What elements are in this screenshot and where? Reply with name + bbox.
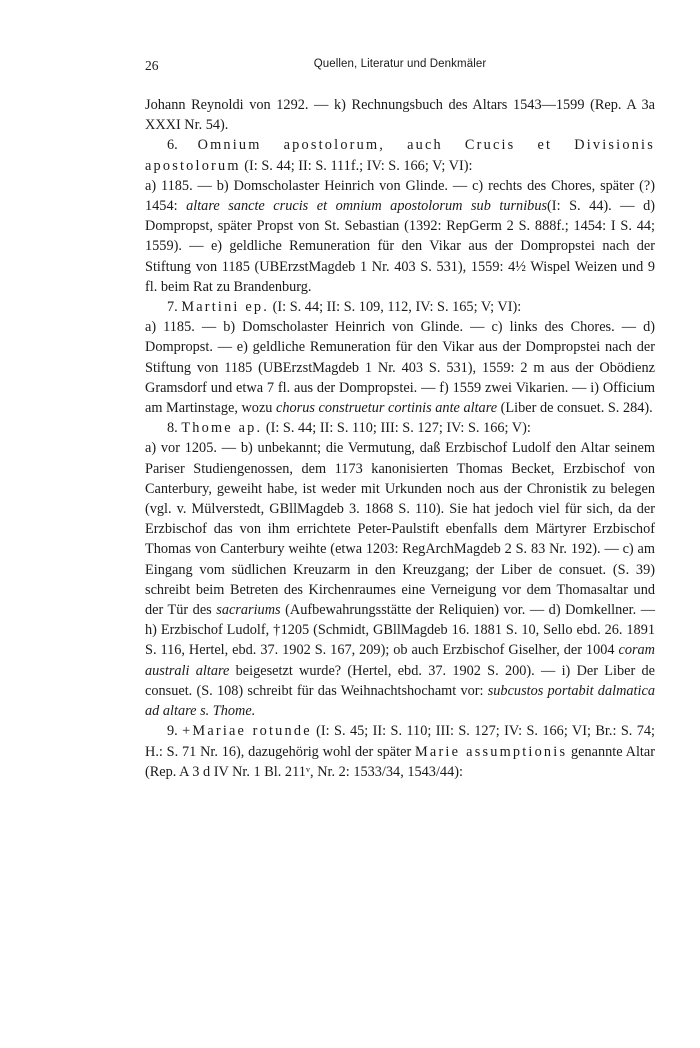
entry-text: genannte Altar (Rep. A 3 d IV Nr. 1 Bl. 211ᵛ, Nr. 2: 1533/34, 1543/44): (145, 743, 655, 780)
paragraph-continuation (145, 95, 655, 135)
page-header (145, 58, 655, 76)
entry-9 (145, 721, 655, 782)
entry-text: (Aufbewahrungsstätte der Reliquien) vor. — d) Domkellner. — h) Erzbischof Ludolf, †1205 (Schmidt, GBllMagdeb 16. 1881 S. 10, Sello ebd. 26. 1891 S. 116, Hertel, ebd. 37. 1902 S. 167, 209); ob auch Erzbischof Giselher, der 1004 (145, 602, 655, 659)
paragraph-text: Johann Reynoldi von 1292. — k) Rechnungsbuch des Altars 1543—1599 (Rep. A 3a XXXI Nr. 54). (145, 97, 655, 134)
entry-8 (145, 418, 655, 438)
altar-name: Marie assumptionis (415, 743, 568, 760)
latin-quote: sacrariums (216, 602, 281, 619)
altar-name: Martini ep. (181, 299, 270, 316)
entry-text: (I: S. 44). — d) Dompropst, später Propst von St. Sebastian (1392: RepGerm 2 S. 888f.; 1454: I S. 44; 1559). — e) geldliche Remuneration für den Vikar aus der Dompropstei nach der Stiftung von 1185 (UBErzstMagdeb 1 Nr. 403 S. 531), 1559: 4½ Wispel Weizen und 9 fl. beim Rat zu Brandenburg. (145, 198, 655, 295)
entry-number: 9. (167, 723, 178, 740)
altar-name: +Mariae rotunde (182, 723, 312, 740)
entry-number: 8. (167, 420, 178, 437)
latin-quote: chorus construetur cortinis ante altare (276, 400, 498, 417)
entry-6-body (145, 176, 655, 297)
entry-number: 7. (167, 299, 178, 316)
latin-quote: subcustos portabit dalmatica ad altare s. Thome. (145, 682, 655, 720)
entry-refs: (I: S. 45; II: S. 110; III: S. 127; IV: S. 166; VI; Br.: S. 74; H.: S. 71 Nr. 16), dazugehörig wohl der später (145, 723, 656, 760)
entry-refs: (I: S. 44; II: S. 109, 112, IV: S. 165; V; VI): (269, 299, 522, 316)
page-number: 26 (145, 58, 159, 73)
entry-7 (145, 297, 655, 317)
entry-text: a) 1185. — b) Domscholaster Heinrich von Glinde. — c) rechts des Chores, später (?) 1454: (145, 177, 655, 215)
latin-quote: altare sancte crucis et omnium apostolorum sub turnibus (186, 198, 548, 215)
entry-refs: (I: S. 44; II: S. 110; III: S. 127; IV: S. 166; V): (262, 420, 531, 437)
altar-name: Thome ap. (181, 420, 263, 437)
entry-refs: (I: S. 44; II: S. 111f.; IV: S. 166; V; VI): (240, 157, 473, 174)
entry-8-body (145, 438, 655, 721)
entry-text: a) vor 1205. — b) unbekannt; die Vermutung, daß Erzbischof Ludolf den Altar seinem Pariser Studiengenossen, dem 1173 kanonisierten Thomas Becket, Erzbischof von Canterbury, geweiht habe, ist weder mit Urkunden noch aus der Chronistik zu belegen (vgl. v. Mülverstedt, GBllMagdeb 3. 1868 S. 110). Sie hat jedoch viel für sich, da der Erzbischof das von ihm errichtete Peter-Paulstift ebenfalls dem Märtyrer Erzbischof Thomas von Canterbury weihte (etwa 1203: RegArchMagdeb 2 S. 83 Nr. 192). — c) am Eingang vom südlichen Kreuzarm in den Kreuzgang; der Liber de consuet. (S. 39) schreibt beim Betreten des Kirchenraumes eine Verneigung vor dem Thomasaltar und der Tür des (145, 440, 655, 619)
entry-text: a) 1185. — b) Domscholaster Heinrich von Glinde. — c) links des Chores. — d) Dompropst. — e) geldliche Remuneration für den Vikar aus der Dompropstei nach der Stiftung von 1185 (UBErzstMagdeb 1 Nr. 403 S. 531), 1559: 2 m aus der Obödienz Gramsdorf und etwa 7 fl. aus der Dompropstei. — f) 1559 zwei Vikarien. — i) Officium am Martinstage, wozu (145, 319, 655, 417)
entry-text: beigesetzt wurde? (Hertel, ebd. 37. 1902 S. 200). — i) Der Liber de consuet. (S. 108) schreibt für das Weihnachtshochamt vor: (145, 662, 655, 699)
entry-number: 6. (167, 137, 178, 154)
latin-quote: coram australi altare (145, 642, 655, 679)
entry-text: (Liber de consuet. S. 284). (497, 400, 653, 417)
running-title: Quellen, Literatur und Denkmäler (313, 58, 487, 70)
entry-6 (145, 135, 655, 175)
entry-7-body (145, 317, 655, 418)
altar-name: Omnium apostolorum, auch Crucis et Divisionis apostolorum (145, 137, 655, 174)
body-text (145, 95, 655, 782)
